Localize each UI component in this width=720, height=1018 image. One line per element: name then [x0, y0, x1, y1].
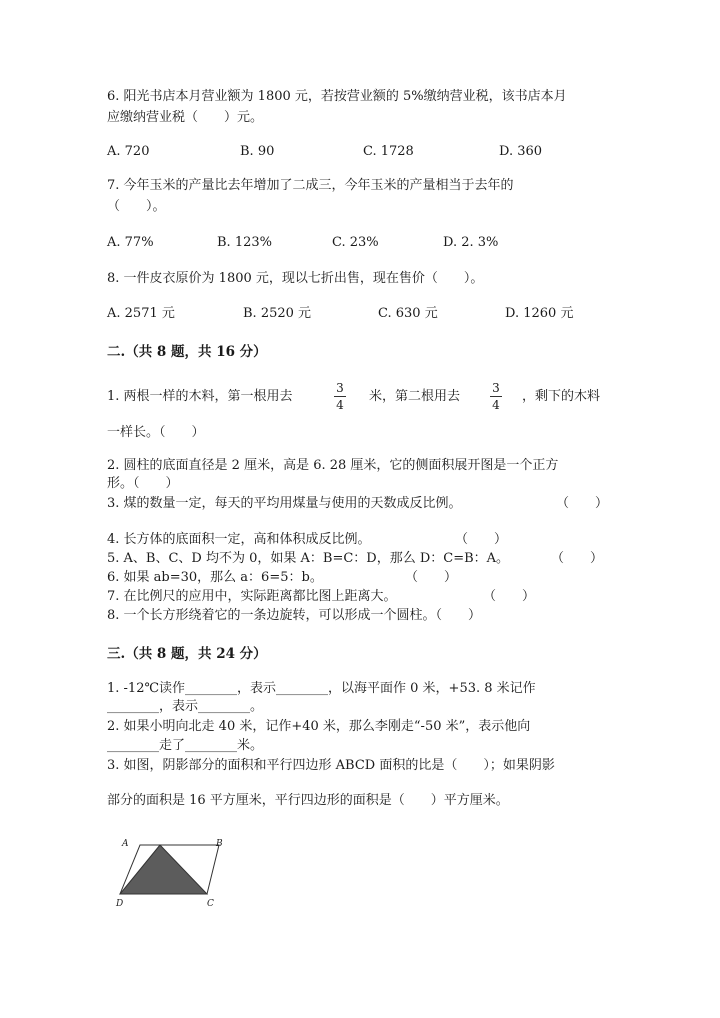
fraction-bar — [490, 396, 502, 397]
q8-option-b: B. 2520 元 — [243, 306, 312, 321]
q6-option-d: D. 360 — [499, 144, 543, 159]
parallelogram-figure — [112, 834, 232, 910]
fraction-3-4-first — [332, 381, 348, 412]
q6-option-b: B. 90 — [240, 144, 275, 159]
s2-question-4: 4. 长方体的底面积一定，高和体积成反比例。 — [107, 532, 371, 547]
vertex-label-b: B — [216, 839, 223, 849]
s2-question-7-answer-paren: （ ） — [483, 589, 536, 604]
vertex-label-a: A — [122, 839, 129, 849]
s2-question-1-line2: 一样长。（ ） — [107, 425, 205, 440]
vertex-label-d: D — [116, 899, 124, 909]
s2-question-8: 8. 一个长方形绕着它的一条边旋转，可以形成一个圆柱。（ ） — [107, 608, 482, 623]
question-6-line2: 应缴纳营业税（ ）元。 — [107, 110, 264, 125]
fraction-numerator: 3 — [336, 381, 344, 395]
s2-question-4-answer-paren: （ ） — [455, 532, 508, 547]
s3-question-1-line1: 1. -12℃读作________，表示________，以海平面作 0 米，+53. 8 米记作 — [107, 681, 536, 696]
s2-question-1-part3: ，剩下的木料 — [522, 389, 601, 404]
question-6-line1: 6. 阳光书店本月营业额为 1800 元，若按营业额的 5%缴纳营业税，该书店本月 — [107, 89, 567, 104]
s2-question-5-answer-paren: （ ） — [551, 551, 604, 566]
fraction-bar — [334, 396, 346, 397]
q7-option-c: C. 23% — [332, 235, 379, 250]
s2-question-1-part1: 1. 两根一样的木料，第一根用去 — [107, 389, 293, 404]
vertex-label-c: C — [207, 899, 214, 909]
s3-question-2-line1: 2. 如果小明向北走 40 米，记作+40 米，那么李刚走“-50 米”，表示他向 — [107, 719, 531, 734]
q6-option-a: A. 720 — [107, 144, 150, 159]
s2-question-2-line2: 形。（ ） — [107, 476, 179, 491]
s3-question-3-line1: 3. 如图，阴影部分的面积和平行四边形 ABCD 面积的比是（ ）；如果阴影 — [107, 758, 555, 773]
s2-question-1-part2: 米，第二根用去 — [369, 389, 461, 404]
q8-option-c: C. 630 元 — [378, 306, 438, 321]
question-7-line2: （ ）。 — [107, 199, 166, 214]
fraction-numerator: 3 — [492, 381, 500, 395]
s3-question-2-line2: ________走了________米。 — [107, 738, 264, 753]
q7-option-a: A. 77% — [107, 235, 154, 250]
section-2-heading: 二.（共 8 题，共 16 分） — [107, 344, 267, 360]
s2-question-2-line1: 2. 圆柱的底面直径是 2 厘米，高是 6. 28 厘米，它的侧面积展开图是一个正方 — [107, 458, 559, 473]
question-7-line1: 7. 今年玉米的产量比去年增加了二成三，今年玉米的产量相当于去年的 — [107, 178, 514, 193]
s2-question-5: 5. A、B、C、D 均不为 0，如果 A：B=C：D，那么 D：C=B：A。 — [107, 551, 510, 566]
q7-option-b: B. 123% — [217, 235, 272, 250]
s3-question-3-line2: 部分的面积是 16 平方厘米，平行四边形的面积是（ ）平方厘米。 — [107, 793, 509, 808]
fraction-denominator: 4 — [336, 398, 344, 412]
question-8-line1: 8. 一件皮衣原价为 1800 元，现以七折出售，现在售价（ ）。 — [107, 271, 484, 286]
s2-question-6-answer-paren: （ ） — [405, 570, 458, 585]
s2-question-3-answer-paren: （ ） — [556, 496, 609, 511]
s2-question-6: 6. 如果 ab=30，那么 a：6=5：b。 — [107, 570, 323, 585]
q8-option-a: A. 2571 元 — [107, 306, 175, 321]
q8-option-d: D. 1260 元 — [505, 306, 574, 321]
s2-question-3: 3. 煤的数量一定，每天的平均用煤量与使用的天数成反比例。 — [107, 496, 462, 511]
q6-option-c: C. 1728 — [363, 144, 414, 159]
fraction-3-4-second — [488, 381, 504, 412]
s2-question-7: 7. 在比例尺的应用中，实际距离都比图上距离大。 — [107, 589, 397, 604]
s3-question-1-line2: ________，表示________。 — [107, 699, 264, 714]
q7-option-d: D. 2. 3% — [443, 235, 499, 250]
section-3-heading: 三.（共 8 题，共 24 分） — [107, 646, 267, 662]
fraction-denominator: 4 — [492, 398, 500, 412]
